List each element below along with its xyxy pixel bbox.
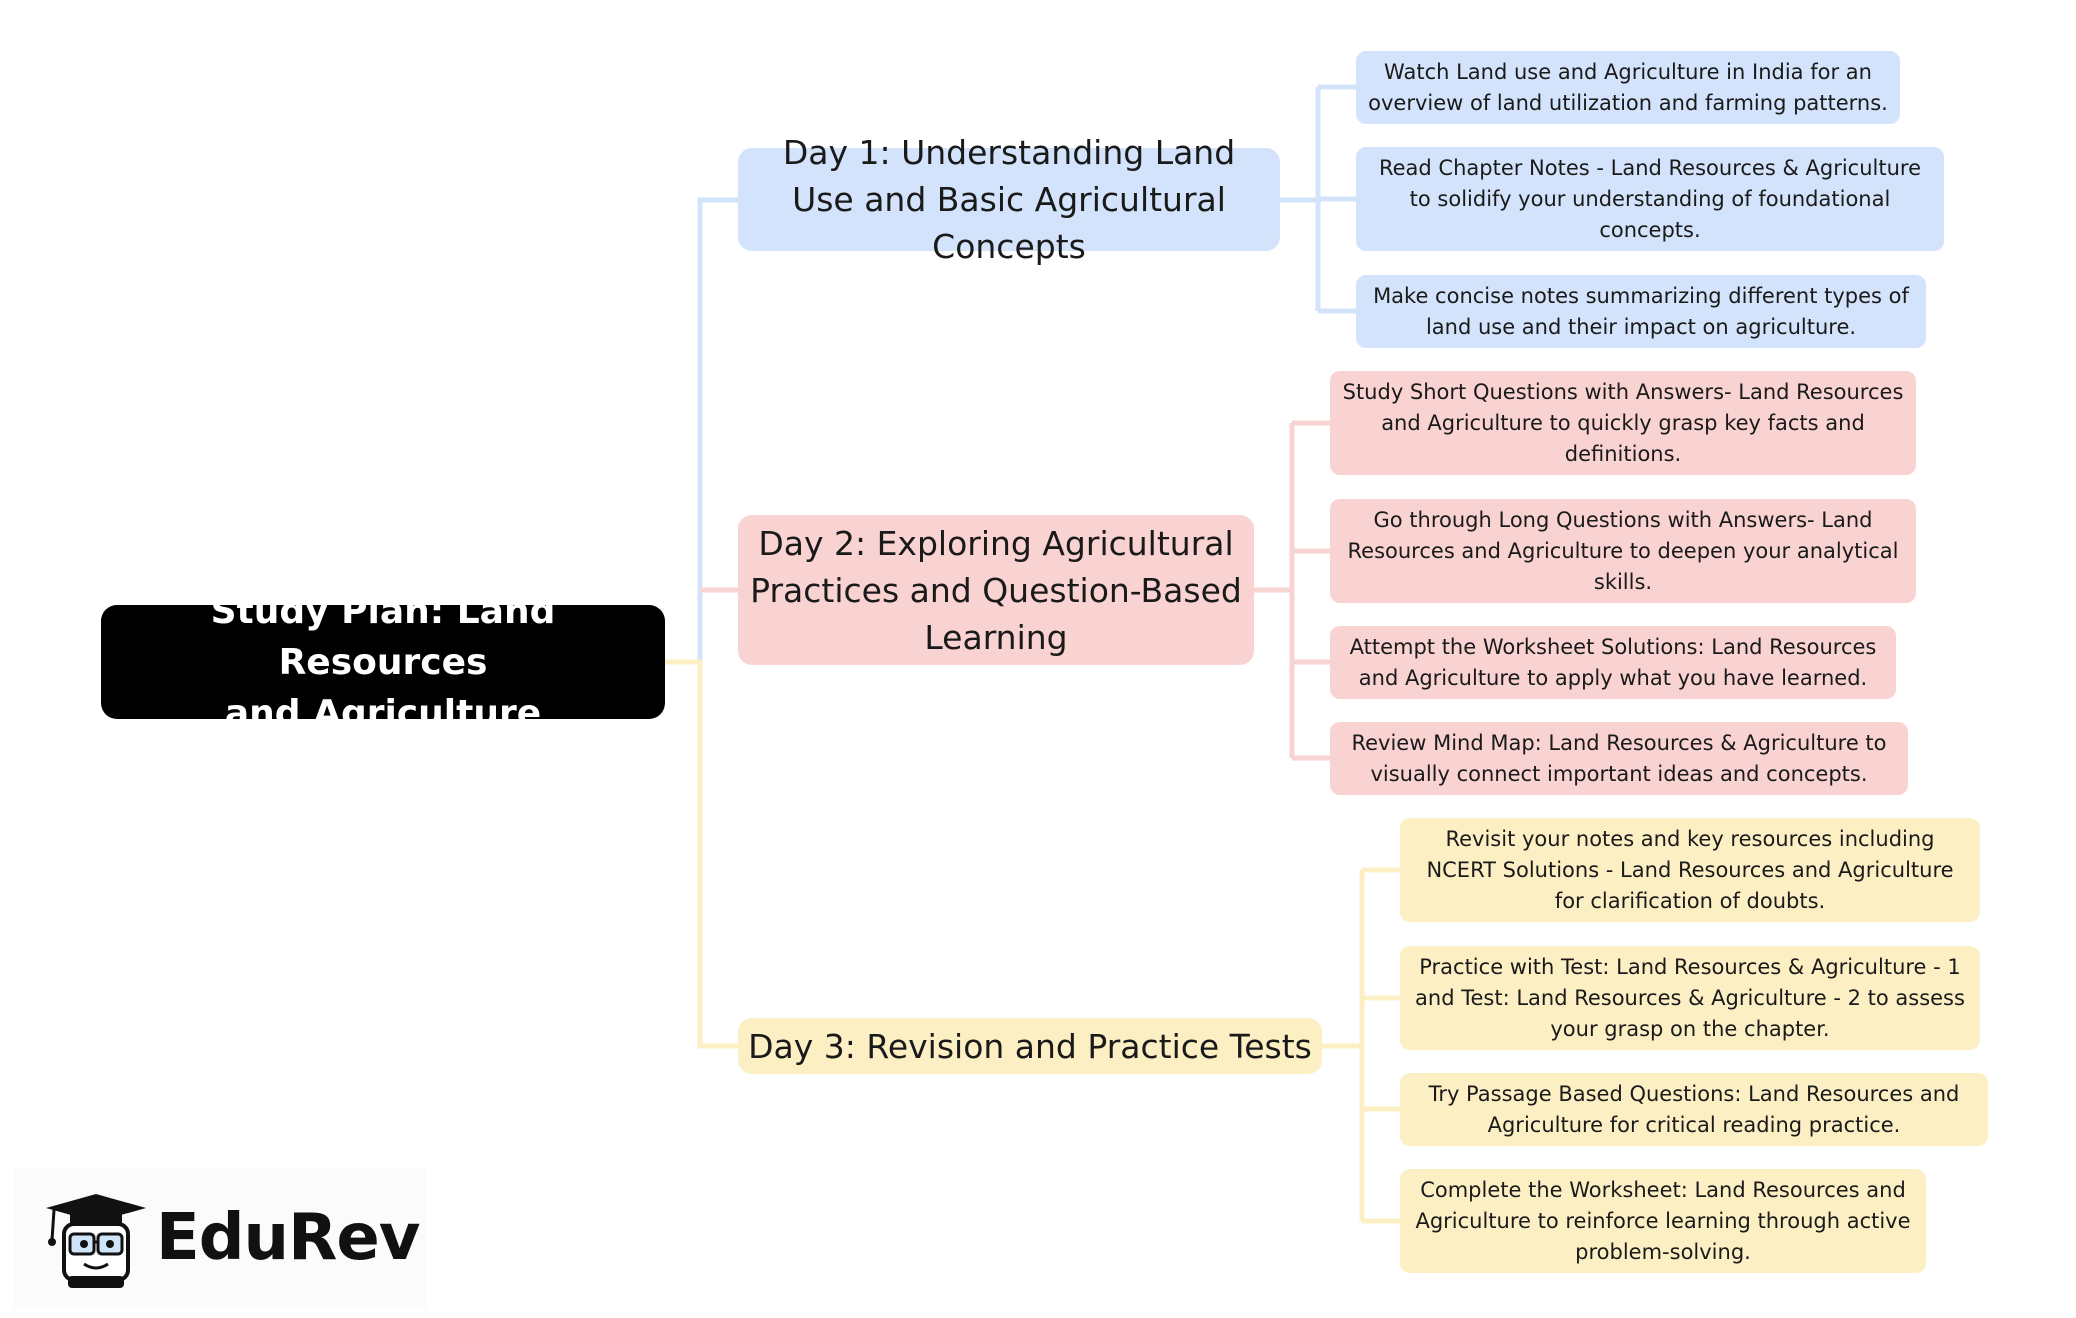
day2-task-node[interactable] [1330,722,1908,795]
day1-task-node[interactable] [1356,147,1944,251]
day1-task-node[interactable] [1356,51,1900,124]
day3-title: Day 3: Revision and Practice Tests [748,1026,1312,1066]
connector-root-day3 [665,662,738,1046]
task-text: Study Short Questions with Answers- Land Resources and Agriculture to quickly grasp key facts and definitions. [1342,379,1904,466]
day3-task-node[interactable] [1400,946,1980,1050]
day3-task-node[interactable] [1400,818,1980,922]
day3-node[interactable] [738,1018,1322,1074]
day1-node[interactable] [738,133,1280,266]
edurev-logo [14,1168,426,1308]
task-text: Complete the Worksheet: Land Resources and Agriculture to reinforce learning through active problem-solving. [1415,1177,1911,1264]
day2-task-node[interactable] [1330,371,1916,475]
graduation-cap-student-icon [40,1190,152,1290]
day3-task-node[interactable] [1400,1073,1988,1146]
day3-task-node[interactable] [1400,1169,1926,1273]
task-text: Attempt the Worksheet Solutions: Land Resources and Agriculture to apply what you have learned. [1349,634,1877,690]
day2-task-connectors [1254,423,1330,758]
day2-node[interactable] [738,515,1254,665]
day2-title: Day 2: Exploring Agricultural Practices and Question-Based Learning [750,523,1242,657]
task-text: Watch Land use and Agriculture in India for an overview of land utilization and farming patterns. [1368,59,1888,115]
day3-task-connectors [1322,870,1400,1221]
day2-task-node[interactable] [1330,499,1916,603]
day1-task-connectors [1280,87,1356,311]
task-text: Make concise notes summarizing different types of land use and their impact on agriculture. [1373,283,1909,339]
day1-title: Day 1: Understanding Land Use and Basic Agricultural Concepts [782,133,1236,266]
day2-task-node[interactable] [1330,626,1896,699]
edurev-logo-text: EduRev [156,1201,420,1275]
task-text: Go through Long Questions with Answers- Land Resources and Agriculture to deepen your analytical skills. [1347,507,1899,594]
task-text: Review Mind Map: Land Resources & Agriculture to visually connect important ideas and concepts. [1351,730,1887,786]
root-title-line1: Study Plan: Land Resources [210,590,556,683]
day1-task-node[interactable] [1356,275,1926,348]
root-node-study-plan[interactable] [101,590,665,734]
root-to-day-connectors [665,200,738,1046]
task-text: Practice with Test: Land Resources & Agriculture - 1 and Test: Land Resources & Agriculture - 2 to assess your grasp on the chapter. [1415,954,1965,1041]
task-text: Revisit your notes and key resources including NCERT Solutions - Land Resources and Agriculture for clarification of doubts. [1426,826,1954,913]
task-text: Read Chapter Notes - Land Resources & Agriculture to solidify your understanding of foundational concepts. [1378,155,1921,242]
root-title [107,586,659,739]
task-text: Try Passage Based Questions: Land Resources and Agriculture for critical reading practice. [1428,1081,1960,1137]
root-title-line2: and Agriculture [224,692,542,734]
connector-root-day1 [665,200,738,662]
